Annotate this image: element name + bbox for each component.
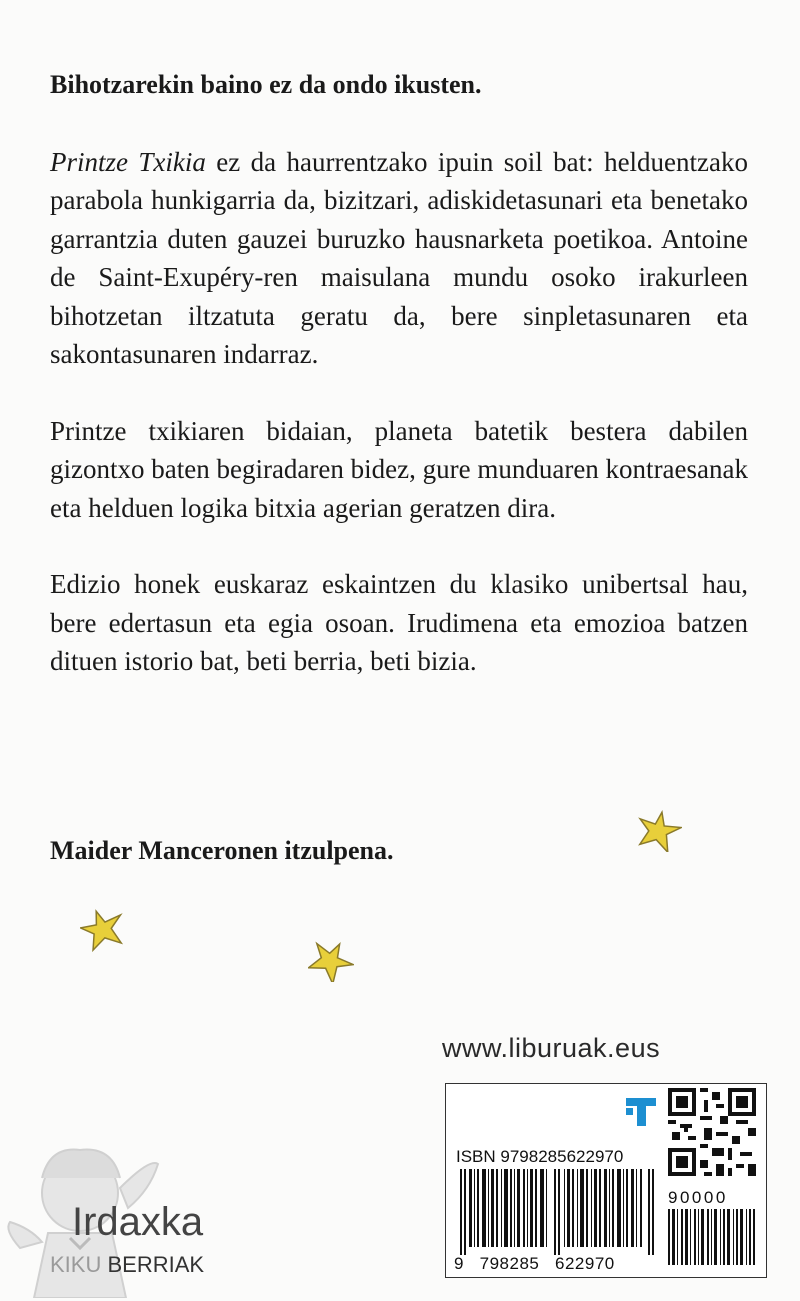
publisher-logo-icon	[624, 1094, 658, 1128]
paragraph-2: Printze txikiaren bidaian, planeta batetik bestera dabilen gizontxo baten begiradaren bidez, gure munduaren kontraesanak eta helduen logika bitxia agerian geratzen dira.	[50, 415, 748, 523]
publisher-brand: Irdaxka	[72, 1200, 204, 1244]
back-cover-blurb	[50, 66, 748, 719]
qr-code-icon	[668, 1088, 756, 1176]
publisher-website: www.liburuak.eus	[442, 1033, 661, 1063]
paragraph-1	[50, 143, 748, 374]
paragraph-1-text: ez da haurrentzako ipuin soil bat: helduentzako parabola hunkigarria da, bizitzari, adiskidetasunari eta benetako garrantzia duten gauzei buruzko hausnarketa poetikoa. Antoine de Saint-Exupéry-ren maisulana mundu osoko irakurleen bihotzetan iltzatuta geratu da, bere sinpletasunaren eta sakontasunaren indarraz.	[50, 146, 749, 369]
barcode-box	[445, 1083, 767, 1278]
addon-number: 90000	[668, 1188, 728, 1207]
book-title: Printze Txikia	[50, 146, 206, 177]
series-prefix: KIKU	[50, 1252, 102, 1277]
ean-barcode	[460, 1169, 656, 1255]
paragraph-3: Edizio honek euskaraz eskaintzen du klasiko unibertsal hau, bere edertasun eta egia osoan. Irudimena eta emozioa batzen dituen istorio bat, beti berria, beti bizia.	[50, 569, 748, 676]
star-icon	[308, 940, 354, 982]
ean-digits: 9 798285 622970	[454, 1254, 615, 1273]
series-suffix: BERRIAK	[101, 1252, 205, 1277]
series-name	[50, 1252, 204, 1278]
addon-barcode	[668, 1209, 756, 1265]
translator-credit: Maider Manceronen itzulpena.	[50, 836, 394, 865]
isbn-label: ISBN 9798285622970	[456, 1147, 624, 1166]
headline: Bihotzarekin baino ez da ondo ikusten.	[50, 70, 482, 99]
star-icon	[80, 908, 128, 952]
star-icon	[636, 810, 682, 852]
